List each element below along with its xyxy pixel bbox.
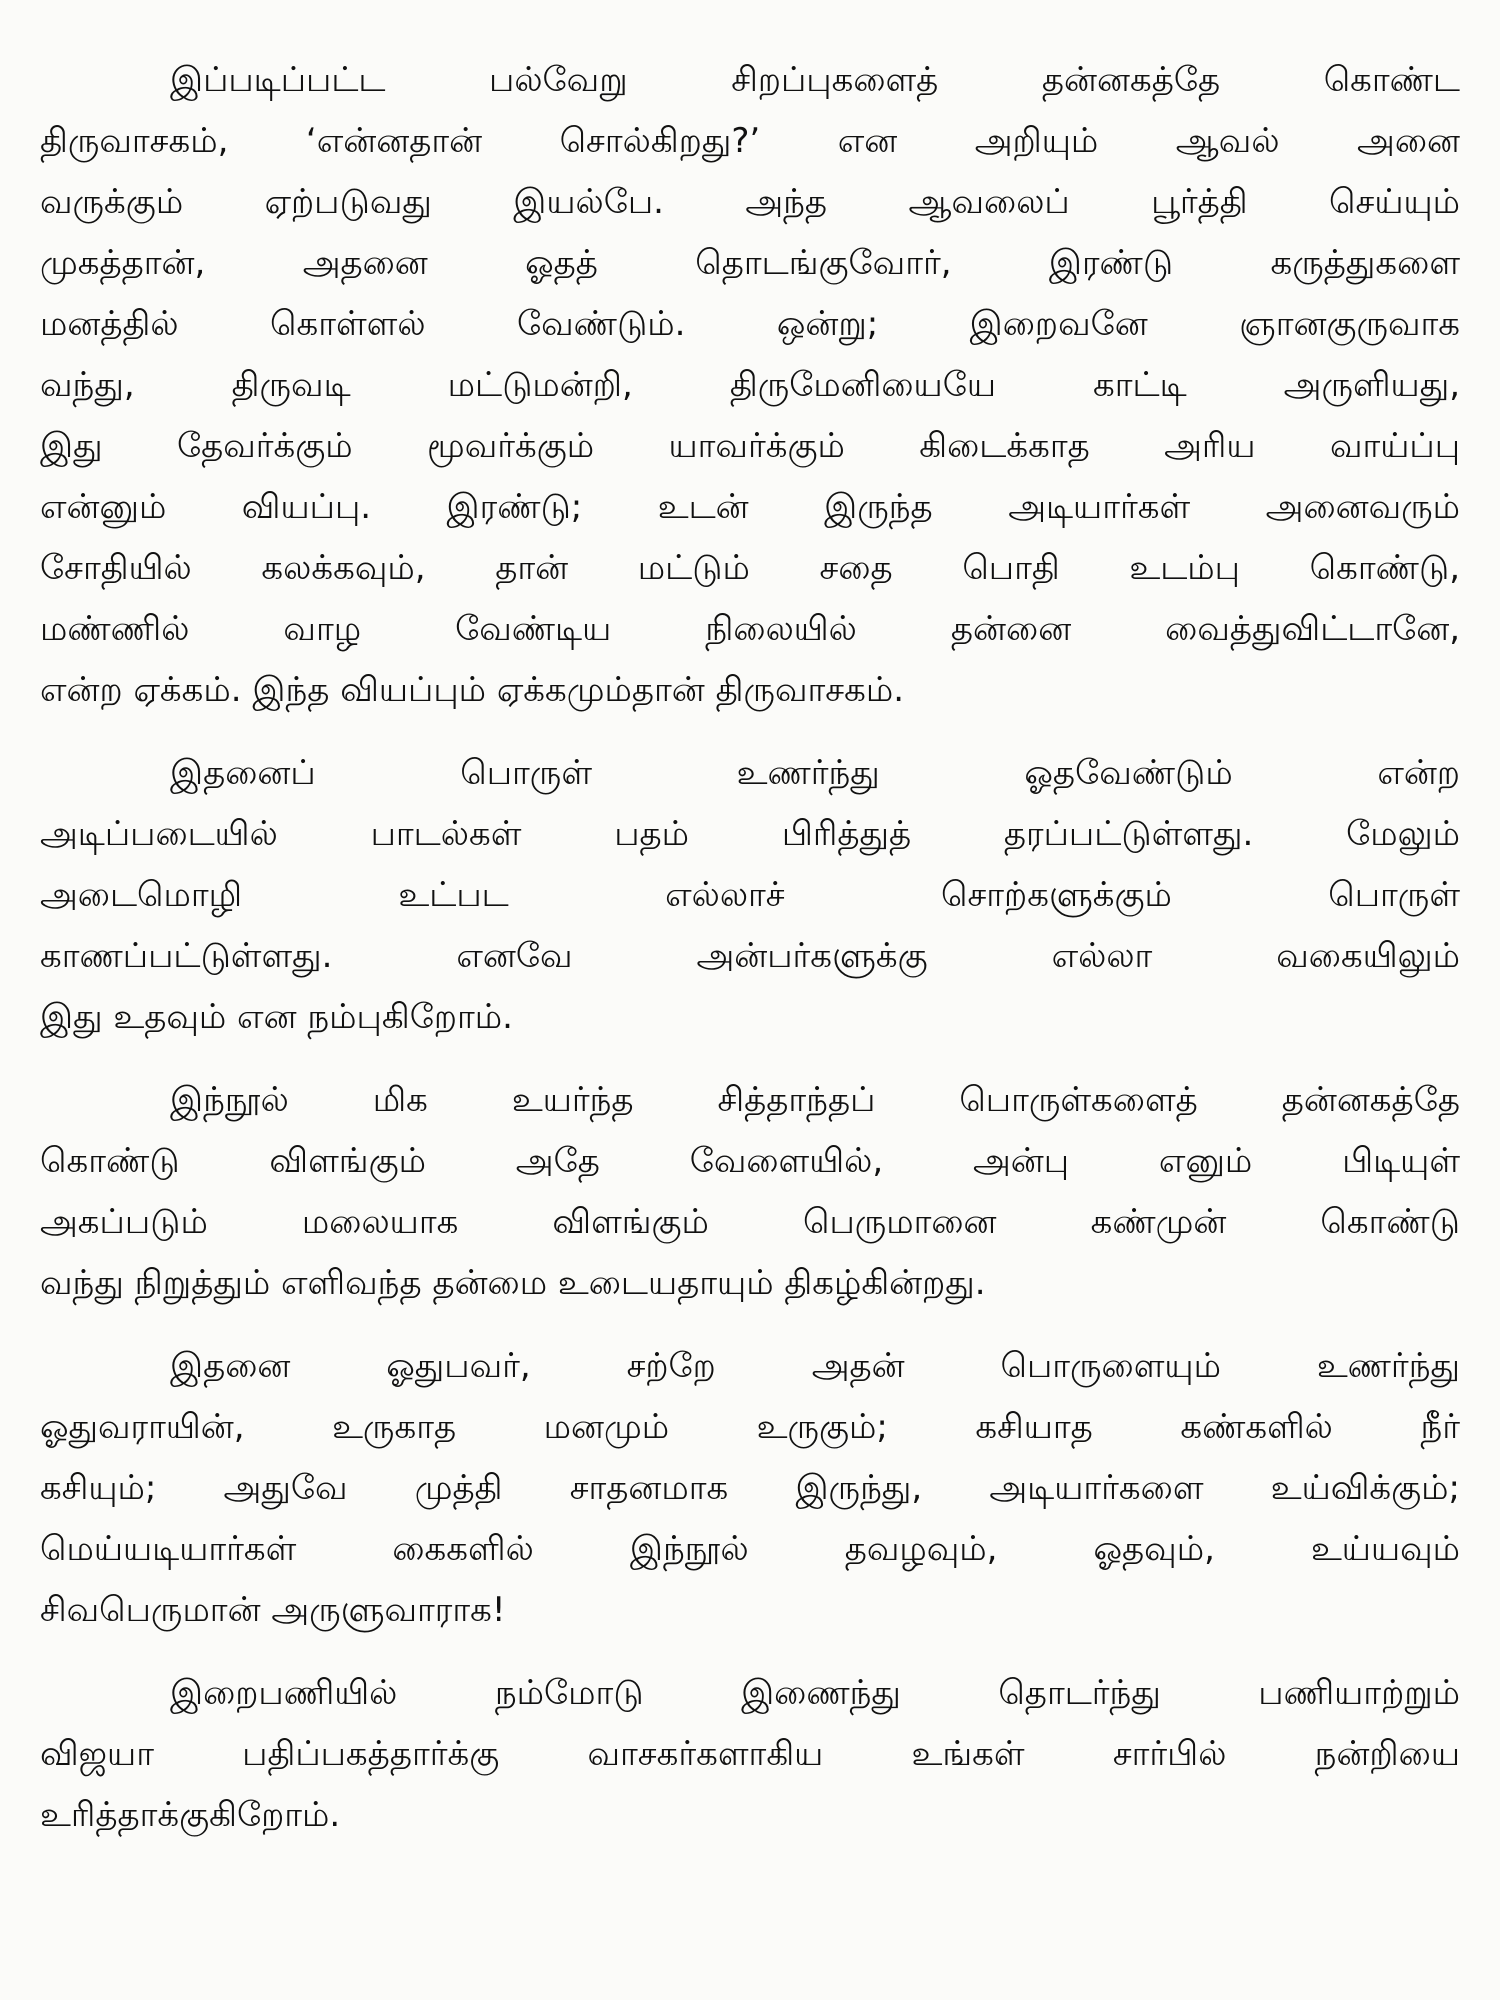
document-page <box>40 50 1460 1868</box>
text-line: வந்து, திருவடி மட்டுமன்றி, திருமேனியையே காட்டி அருளியது, <box>40 365 1460 405</box>
text-line: மனத்தில் கொள்ளல் வேண்டும். ஒன்று; இறைவனே ஞானகுருவாக <box>40 304 1460 344</box>
text-line: இதனைப் பொருள் உணர்ந்து ஓதவேண்டும் என்ற <box>170 753 1460 793</box>
text-line: மண்ணில் வாழ வேண்டிய நிலையில் தன்னை வைத்துவிட்டானே, <box>40 609 1460 649</box>
text-line: விஜயா பதிப்பகத்தார்க்கு வாசகர்களாகிய உங்கள் சார்பில் நன்றியை <box>40 1734 1460 1774</box>
text-line: இதனை ஓதுபவர், சற்றே அதன் பொருளையும் உணர்ந்து <box>170 1346 1460 1386</box>
text-line: சோதியில் கலக்கவும், தான் மட்டும் சதை பொதி உடம்பு கொண்டு, <box>40 548 1460 588</box>
text-line: சிவபெருமான் அருளுவாராக! <box>40 1590 506 1630</box>
paragraph <box>40 743 1460 1048</box>
text-line: வருக்கும் ஏற்படுவது இயல்பே. அந்த ஆவலைப் பூர்த்தி செய்யும் <box>40 182 1460 222</box>
text-line: கொண்டு விளங்கும் அதே வேளையில், அன்பு எனும் பிடியுள் <box>40 1141 1460 1181</box>
text-line: முகத்தான், அதனை ஓதத் தொடங்குவோர், இரண்டு கருத்துகளை <box>40 243 1460 283</box>
text-line: இது உதவும் என நம்புகிறோம். <box>40 997 513 1037</box>
text-line: இந்நூல் மிக உயர்ந்த சித்தாந்தப் பொருள்களைத் தன்னகத்தே <box>170 1080 1460 1120</box>
paragraph <box>40 1070 1460 1314</box>
text-line: இது தேவர்க்கும் மூவர்க்கும் யாவர்க்கும் கிடைக்காத அரிய வாய்ப்பு <box>40 426 1460 466</box>
paragraph <box>40 1663 1460 1846</box>
text-line: இப்படிப்பட்ட பல்வேறு சிறப்புகளைத் தன்னகத்தே கொண்ட <box>170 60 1460 100</box>
text-line: உரித்தாக்குகிறோம். <box>40 1795 341 1835</box>
text-line: கசியும்; அதுவே முத்தி சாதனமாக இருந்து, அடியார்களை உய்விக்கும்; <box>40 1468 1460 1508</box>
text-line: மெய்யடியார்கள் கைகளில் இந்நூல் தவழவும், ஓதவும், உய்யவும் <box>40 1529 1460 1569</box>
text-line: அகப்படும் மலையாக விளங்கும் பெருமானை கண்முன் கொண்டு <box>40 1202 1460 1242</box>
paragraph <box>40 1336 1460 1641</box>
text-line: அடைமொழி உட்பட எல்லாச் சொற்களுக்கும் பொருள் <box>40 875 1460 915</box>
text-line: திருவாசகம், ‘என்னதான் சொல்கிறது?’ என அறியும் ஆவல் அனை <box>40 121 1460 161</box>
text-line: இறைபணியில் நம்மோடு இணைந்து தொடர்ந்து பணியாற்றும் <box>170 1673 1460 1713</box>
text-line: அடிப்படையில் பாடல்கள் பதம் பிரித்துத் தரப்பட்டுள்ளது. மேலும் <box>40 814 1460 854</box>
text-line: காணப்பட்டுள்ளது. எனவே அன்பர்களுக்கு எல்லா வகையிலும் <box>40 936 1460 976</box>
text-line: வந்து நிறுத்தும் எளிவந்த தன்மை உடையதாயும் திகழ்கின்றது. <box>40 1263 986 1303</box>
paragraph <box>40 50 1460 721</box>
text-line: ஓதுவராயின், உருகாத மனமும் உருகும்; கசியாத கண்களில் நீர் <box>40 1407 1460 1447</box>
text-line: என்னும் வியப்பு. இரண்டு; உடன் இருந்த அடியார்கள் அனைவரும் <box>40 487 1460 527</box>
text-line: என்ற ஏக்கம். இந்த வியப்பும் ஏக்கமும்தான் திருவாசகம். <box>40 670 904 710</box>
